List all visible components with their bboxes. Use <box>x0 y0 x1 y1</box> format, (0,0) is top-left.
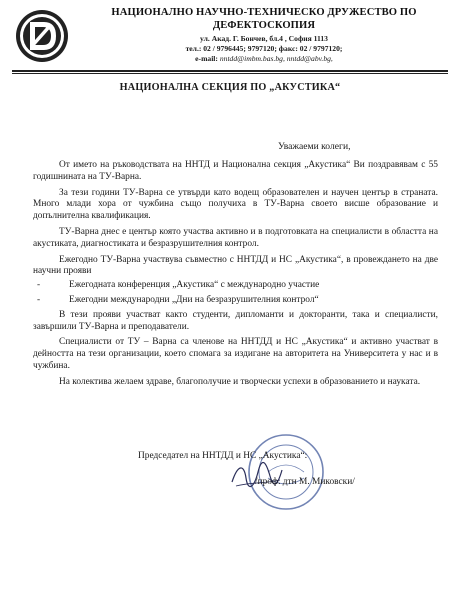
paragraph-3: ТУ-Варна днес е център която участва активно и в подготовката на специалисти в областта на акустиката, диагностиката и безразрушителния контрол. <box>33 226 438 249</box>
signer-name: /проф. дтн М. Миковски/ <box>255 477 355 487</box>
paragraph-4: Ежегодно ТУ-Варна участвува съвместно с ННТДД и НС „Акустика“, в провеждането на две научни прояви <box>33 254 438 277</box>
org-phone: тел.: 02 / 9796445; 9797120; факс: 02 / 9797120; <box>185 44 343 53</box>
greeting: Уважаеми колеги, <box>278 141 351 152</box>
paragraph-6: Специалисти от ТУ – Варна са членове на ННТДД и НС „Акустика“ и активно участват в дейността на тези организации, което спомага за издигане на авторитета на Университета у нас и в чужбина. <box>33 337 438 371</box>
letter-body <box>33 160 438 393</box>
email-label: e-mail: <box>195 54 220 63</box>
list-dash: - <box>37 294 41 305</box>
org-header <box>72 6 456 64</box>
org-email <box>72 54 456 64</box>
paragraph-5: В тези прояви участват както студенти, дипломанти и докторанти, така и специалисти, завършили ТУ-Варна и преподаватели. <box>33 309 438 332</box>
org-logo-icon <box>14 8 70 64</box>
email-address[interactable]: nntdd@imbm.bas.bg, nntdd@abv.bg, <box>219 54 333 63</box>
list-item-text: Ежегодната конференция „Акустика“ с международно участие <box>69 280 320 291</box>
org-address: ул. Акад. Г. Бончев, бл.4 , София 1113 <box>200 34 328 43</box>
list-item-text: Ежегодни международни „Дни на безразрушителния контрол“ <box>69 294 319 305</box>
paragraph-7: На колектива желаем здраве, благополучие и творчески успехи в образованието и науката. <box>59 376 421 387</box>
paragraph-2: За тези години ТУ-Варна се утвърди като водещ образователен и научен център в страната. Много млади хора от чужбина също получиха в ТУ-Варна своето висше образование и допълнителна квалификация. <box>33 187 438 222</box>
events-list <box>33 280 438 307</box>
list-item <box>33 295 438 307</box>
header-divider <box>12 70 448 74</box>
section-title: НАЦИОНАЛНА СЕКЦИЯ ПО „АКУСТИКА“ <box>119 82 341 93</box>
list-dash: - <box>37 280 41 291</box>
org-name: НАЦИОНАЛНО НАУЧНО-ТЕХНИЧЕСКО ДРУЖЕСТВО ПО ДЕФЕКТОСКОПИЯ <box>111 7 417 31</box>
signature-line: Председател на ННТДД и НС „Акустика“: <box>138 451 308 461</box>
paragraph-1: От името на ръководствата на ННТД и Национална секция „Акустика“ Ви поздравявам с 55 годишнината на ТУ-Варна. <box>33 160 438 182</box>
list-item <box>33 280 438 292</box>
